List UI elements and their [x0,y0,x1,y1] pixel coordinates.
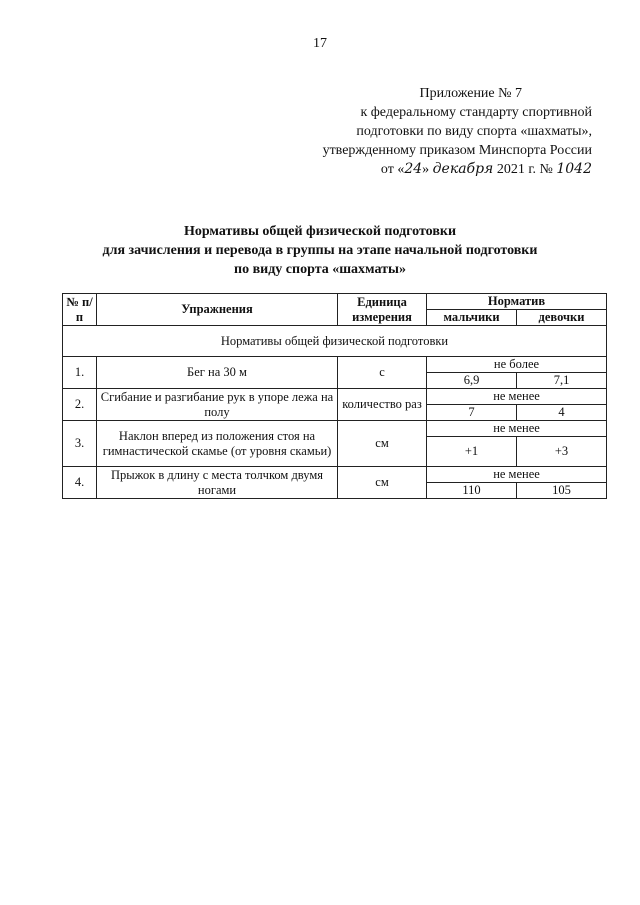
row-num: 3. [63,421,97,467]
header-norm: Норматив [427,294,607,310]
appendix-line: подготовки по виду спорта «шахматы», [356,124,592,139]
handwritten-day: 24 [404,161,423,177]
row-girls: +3 [517,437,607,467]
page-number: 17 [313,36,327,51]
row-condition: не менее [427,389,607,405]
title-line: по виду спорта «шахматы» [234,262,406,277]
handwritten-month: декабря [432,161,494,177]
header-num: № п/п [63,294,97,326]
appendix-line: утвержденному приказом Минспорта России [322,143,592,158]
row-boys: 110 [427,483,517,499]
table-row [63,467,607,483]
title-line: Нормативы общей физической подготовки [183,224,457,239]
header-exercise: Упражнения [97,294,338,326]
row-boys: +1 [427,437,517,467]
appendix-block [292,84,592,179]
appendix-title: Приложение № 7 [419,86,522,101]
table-row [63,389,607,405]
row-num: 4. [63,467,97,499]
row-boys: 6,9 [427,373,517,389]
header-girls: девочки [517,310,607,326]
section-header: Нормативы общей физической подготовки [63,326,607,357]
appendix-line: к федеральному стандарту спортивной [360,105,592,120]
row-exercise: Сгибание и разгибание рук в упоре лежа на полу [97,389,338,421]
row-condition: не менее [427,467,607,483]
row-girls: 7,1 [517,373,607,389]
row-unit: см [338,421,427,467]
table-row [63,421,607,437]
row-num: 2. [63,389,97,421]
table-row [63,357,607,373]
title-line: для зачисления и перевода в группы на этапе начальной подготовки [102,243,538,258]
date-prefix: от « [380,162,405,177]
appendix-date [292,160,592,179]
row-exercise: Наклон вперед из положения стоя на гимнастической скамье (от уровня скамьи) [97,421,338,467]
row-unit: см [338,467,427,499]
row-exercise: Бег на 30 м [97,357,338,389]
header-boys: мальчики [427,310,517,326]
date-year: 2021 г. № [493,162,557,177]
header-unit: Единица измерения [338,294,427,326]
norms-table [62,293,607,499]
row-girls: 4 [517,405,607,421]
date-mid: » [422,162,433,177]
row-boys: 7 [427,405,517,421]
row-unit: с [338,357,427,389]
row-condition: не более [427,357,607,373]
document-title [0,222,640,279]
row-exercise: Прыжок в длину с места толчком двумя ногами [97,467,338,499]
row-girls: 105 [517,483,607,499]
row-num: 1. [63,357,97,389]
row-unit: количество раз [338,389,427,421]
row-condition: не менее [427,421,607,437]
handwritten-order-number: 1042 [556,161,592,177]
